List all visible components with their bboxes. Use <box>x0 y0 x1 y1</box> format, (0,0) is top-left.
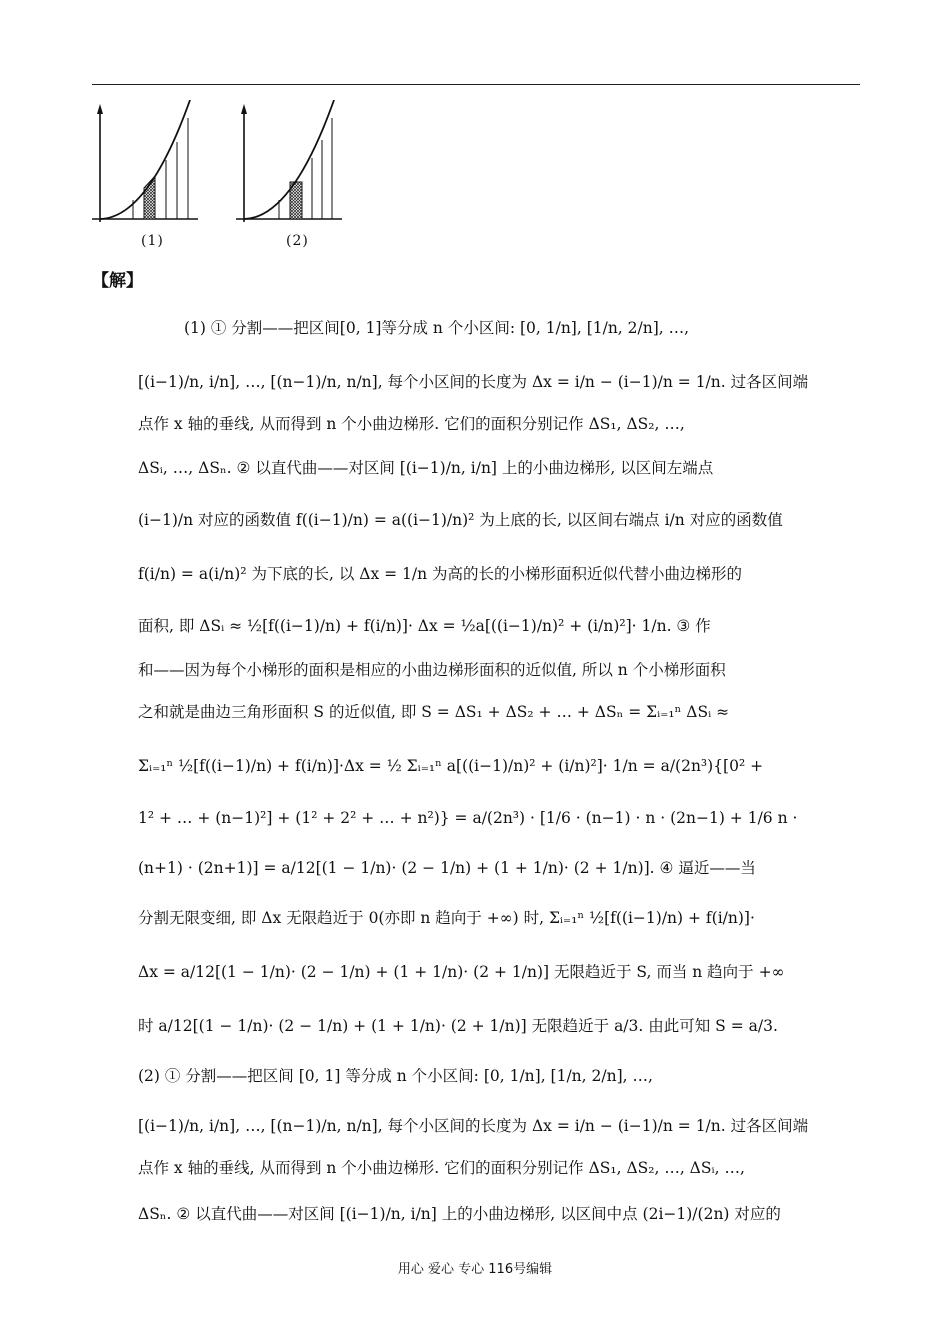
figure-1 <box>88 100 198 230</box>
figure-2-caption: (2) <box>286 233 309 249</box>
header-rule <box>92 84 860 85</box>
text-line: [(i−1)/n, i/n], …, [(n−1)/n, n/n], 每个小区间的长度为 Δx = i/n − (i−1)/n = 1/n. 过各区间端 <box>138 1117 809 1135</box>
text-line: 点作 x 轴的垂线, 从而得到 n 个小曲边梯形. 它们的面积分别记作 ΔS₁, ΔS₂, …, ΔSᵢ, …, <box>138 1159 745 1177</box>
figure-1-caption: (1) <box>141 233 164 249</box>
text-line: 和——因为每个小梯形的面积是相应的小曲边梯形面积的近似值, 所以 n 个小梯形面积 <box>138 661 726 679</box>
text-line: (i−1)/n 对应的函数值 f((i−1)/n) = a((i−1)/n)² 为上底的长, 以区间右端点 i/n 对应的函数值 <box>138 511 783 529</box>
text-line: 分割无限变细, 即 Δx 无限趋近于 0(亦即 n 趋向于 +∞) 时, Σᵢ₌₁ⁿ ½[f((i−1)/n) + f(i/n)]· <box>138 909 755 927</box>
text-line: 时 a/12[(1 − 1/n)· (2 − 1/n) + (1 + 1/n)· (2 + 1/n)] 无限趋近于 a/3. 由此可知 S = a/3. <box>138 1017 778 1035</box>
text-line: [(i−1)/n, i/n], …, [(n−1)/n, n/n], 每个小区间的长度为 Δx = i/n − (i−1)/n = 1/n. 过各区间端 <box>138 373 809 391</box>
text-line: (1) ① 分割——把区间[0, 1]等分成 n 个小区间: [0, 1/n], [1/n, 2/n], …, <box>184 319 690 337</box>
curve-2 <box>244 100 334 219</box>
figure-2-graph <box>232 100 342 230</box>
figure-1-graph <box>88 100 198 230</box>
text-line: 面积, 即 ΔSᵢ ≈ ½[f((i−1)/n) + f(i/n)]· Δx = ½a[((i−1)/n)² + (i/n)²]· 1/n. ③ 作 <box>138 617 711 635</box>
text-line: (n+1) · (2n+1)] = a/12[(1 − 1/n)· (2 − 1/n) + (1 + 1/n)· (2 + 1/n)]. ④ 逼近——当 <box>138 859 756 877</box>
text-line: 点作 x 轴的垂线, 从而得到 n 个小曲边梯形. 它们的面积分别记作 ΔS₁, ΔS₂, …, <box>138 415 685 433</box>
text-line: Σᵢ₌₁ⁿ ½[f((i−1)/n) + f(i/n)]·Δx = ½ Σᵢ₌₁ⁿ a[((i−1)/n)² + (i/n)²]· 1/n = a/(2n³){[0² + <box>138 757 764 775</box>
text-line: f(i/n) = a(i/n)² 为下底的长, 以 Δx = 1/n 为高的长的小梯形面积近似代替小曲边梯形的 <box>138 565 743 583</box>
text-line: Δx = a/12[(1 − 1/n)· (2 − 1/n) + (1 + 1/n)· (2 + 1/n)] 无限趋近于 S, 而当 n 趋向于 +∞ <box>138 963 785 981</box>
solution-label: 【解】 <box>92 271 143 291</box>
figure-2 <box>232 100 342 230</box>
text-line: ΔSᵢ, …, ΔSₙ. ② 以直代曲——对区间 [(i−1)/n, i/n] 上的小曲边梯形, 以区间左端点 <box>138 459 714 477</box>
text-line: 之和就是曲边三角形面积 S 的近似值, 即 S = ΔS₁ + ΔS₂ + … + ΔSₙ = Σᵢ₌₁ⁿ ΔSᵢ ≈ <box>138 703 730 721</box>
text-line: 1² + … + (n−1)²] + (1² + 2² + … + n²)} = a/(2n³) · [1/6 · (n−1) · n · (2n−1) + 1/6 n · <box>138 809 798 827</box>
text-line: (2) ① 分割——把区间 [0, 1] 等分成 n 个小区间: [0, 1/n], [1/n, 2/n], …, <box>138 1067 653 1085</box>
text-line: ΔSₙ. ② 以直代曲——对区间 [(i−1)/n, i/n] 上的小曲边梯形, 以区间中点 (2i−1)/(2n) 对应的 <box>138 1205 781 1223</box>
page-footer: 用心 爱心 专心 116号编辑 <box>397 1262 553 1277</box>
